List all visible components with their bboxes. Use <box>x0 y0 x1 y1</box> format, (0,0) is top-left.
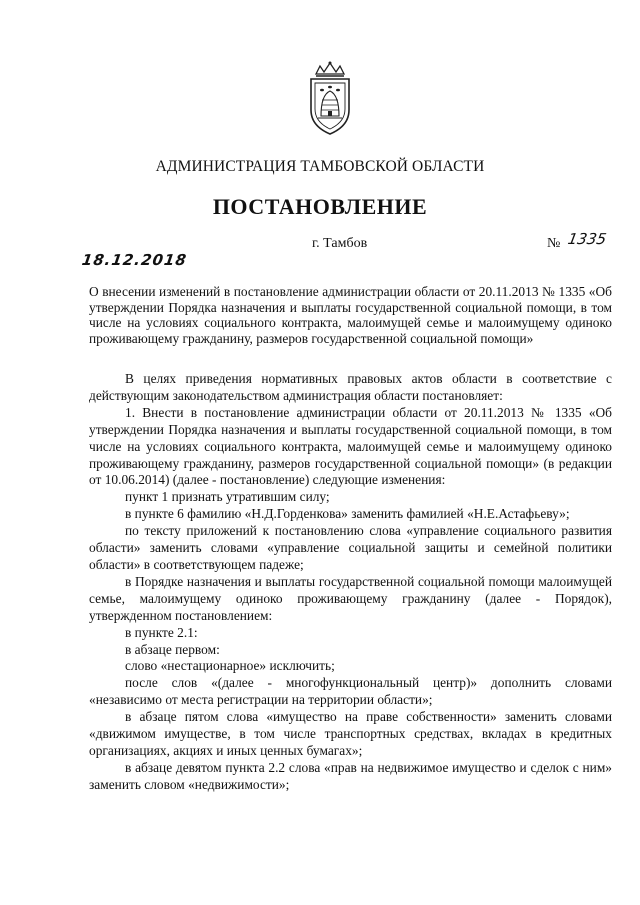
tambov-coat-of-arms-icon <box>302 60 358 140</box>
body-paragraph: в абзаце девятом пункта 2.2 слова «прав на недвижимое имущество и сделок с ним» заменить словом «недвижимости»; <box>89 759 612 792</box>
document-date: 18.12.2018 <box>80 251 189 269</box>
body-paragraph: после слов «(далее - многофункциональный центр)» дополнить словами «независимо от места регистрации на территории области»; <box>89 675 612 708</box>
body-paragraph: в абзаце пятом слова «имущество на праве собственности» заменить словами «движимом имуществе, в том числе транспортных средствах, вкладах в кредитных организациях, акциях и иных ценных бумагах»; <box>89 709 612 758</box>
document-subject: О внесении изменений в постановление администрации области от 20.11.2013 № 1335 «Об утверждении Порядка назначения и выплаты государственной социальной помощи, в том числе на условиях социального контракта, малоимущей семье и малоимущему одиноко проживающему гражданину, размеров государственной социальной помощи» <box>89 284 612 346</box>
body-paragraph: В целях приведения нормативных правовых актов области в соответствие с действующим законодательством администрация области постановляет: <box>89 371 612 403</box>
body-paragraph: в пункте 6 фамилию «Н.Д.Горденкова» заменить фамилией «Н.Е.Астафьеву»; <box>125 506 570 522</box>
document-body <box>89 371 612 794</box>
body-paragraph: 1. Внести в постановление администрации области от 20.11.2013 № 1335 «Об утверждении Порядка назначения и выплаты государственной социальной помощи, в том числе на условиях социального контракта, малоимущей семье и малоимущему одиноко проживающему гражданину, размеров государственной социальной помощи» (в редакции от 10.06.2014) (далее - постановление) следующие изменения: <box>89 404 612 488</box>
body-paragraph: пункт 1 признать утратившим силу; <box>125 489 330 505</box>
number-label: № <box>547 236 561 251</box>
city-name: г. Тамбов <box>312 236 368 251</box>
organization-name: АДМИНИСТРАЦИЯ ТАМБОВСКОЙ ОБЛАСТИ <box>155 158 485 175</box>
body-paragraph: в Порядке назначения и выплаты государственной социальной помощи малоимущей семье, малоимущему одиноко проживающему гражданину (далее - Порядок), утвержденном постановлением: <box>89 573 612 623</box>
body-paragraph: в пункте 2.1: <box>125 624 198 640</box>
body-paragraph: по тексту приложений к постановлению слова «управление социального развития области» заменить словами «управление социальной защиты и семейной политики области» в соответствующем падеже; <box>89 523 612 572</box>
body-paragraph: в абзаце первом: <box>125 641 220 657</box>
document-type-title: ПОСТАНОВЛЕНИЕ <box>212 194 428 219</box>
body-paragraph: слово «нестационарное» исключить; <box>125 658 335 674</box>
document-number: 1335 <box>566 230 608 248</box>
